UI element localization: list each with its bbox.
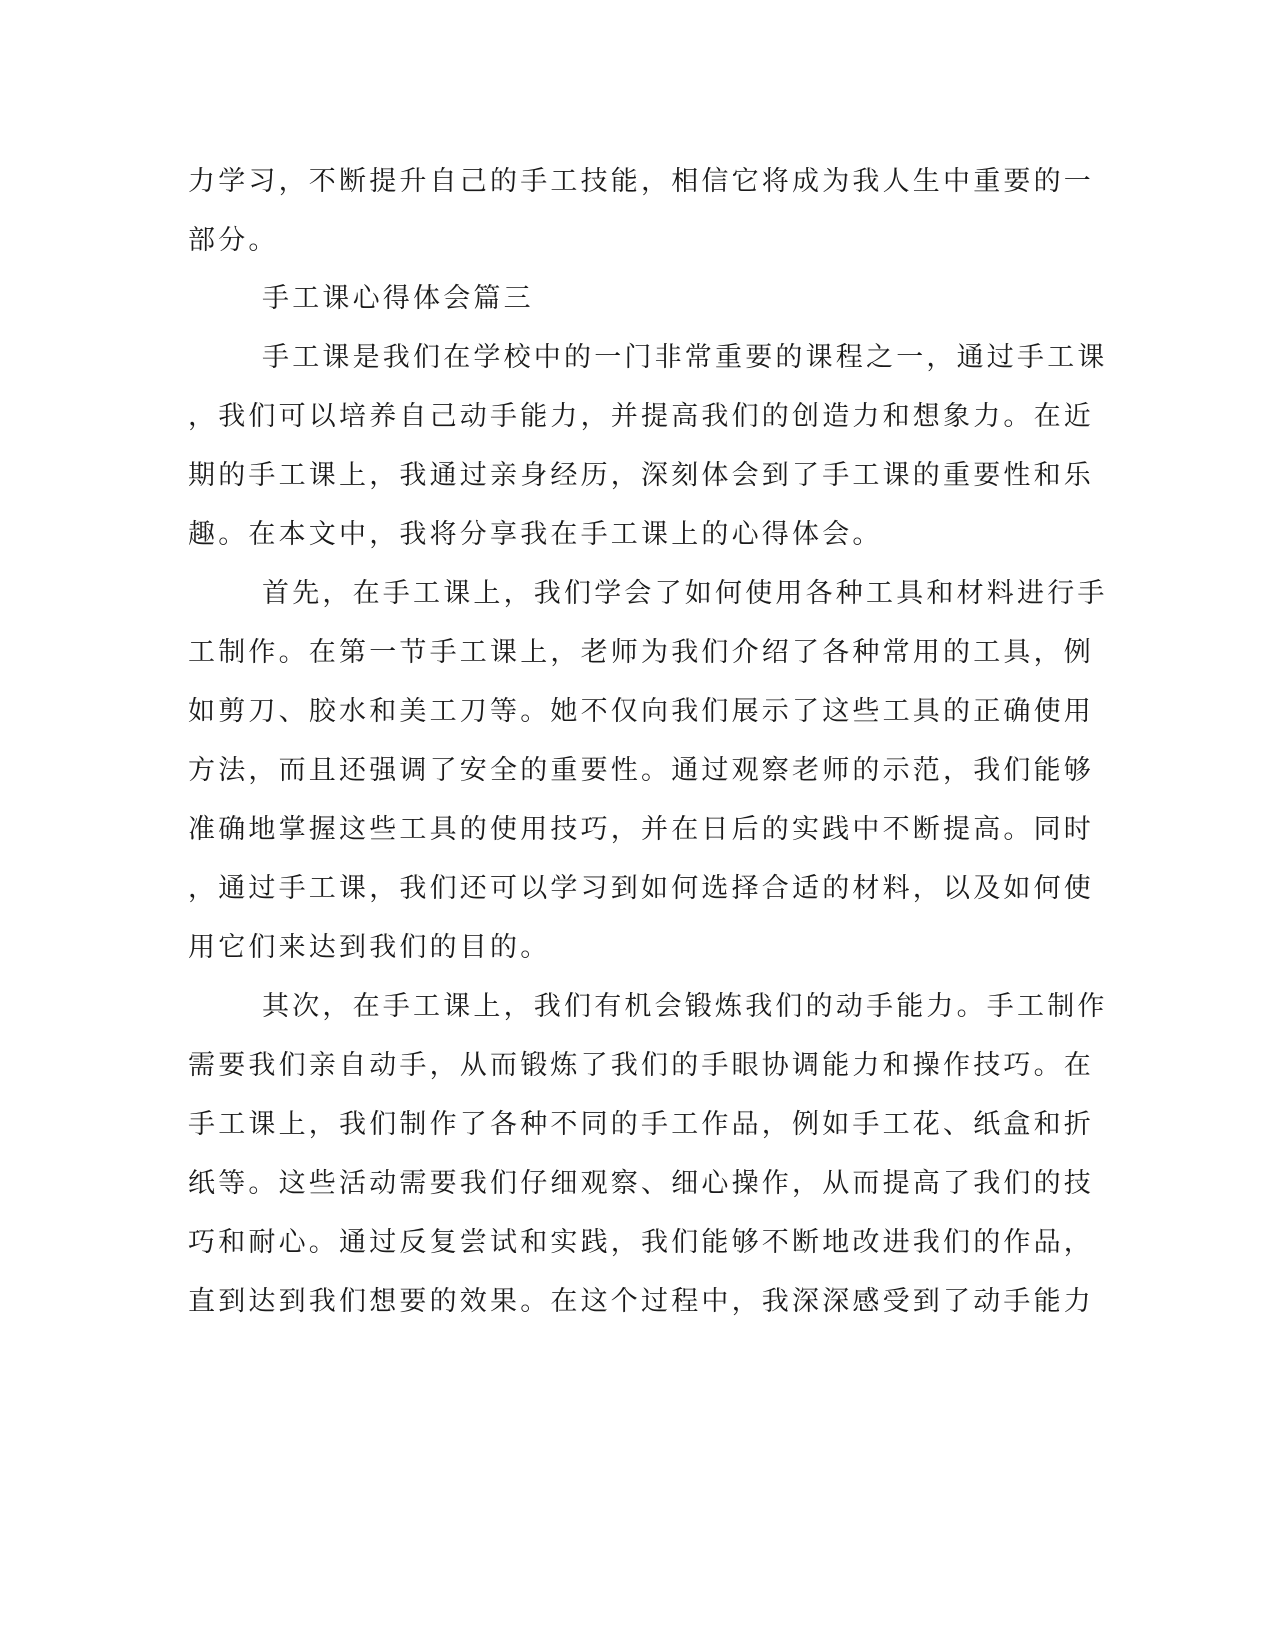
paragraph-line: 方法，而且还强调了安全的重要性。通过观察老师的示范，我们能够	[188, 755, 1094, 786]
paragraph-line: 力学习，不断提升自己的手工技能，相信它将成为我人生中重要的一	[188, 166, 1094, 197]
paragraph-line: 用它们来达到我们的目的。	[188, 932, 551, 963]
paragraph-line: 手工课上，我们制作了各种不同的手工作品，例如手工花、纸盒和折	[188, 1109, 1094, 1140]
paragraph-line: 首先，在手工课上，我们学会了如何使用各种工具和材料进行手	[262, 578, 1108, 609]
paragraph-line: 部分。	[188, 225, 279, 256]
section-heading: 手工课心得体会篇三	[262, 283, 534, 314]
paragraph-line: 巧和耐心。通过反复尝试和实践，我们能够不断地改进我们的作品，	[188, 1227, 1094, 1258]
paragraph-line: 趣。在本文中，我将分享我在手工课上的心得体会。	[188, 519, 883, 550]
paragraph-line: 需要我们亲自动手，从而锻炼了我们的手眼协调能力和操作技巧。在	[188, 1050, 1094, 1081]
paragraph-line: 工制作。在第一节手工课上，老师为我们介绍了各种常用的工具，例	[188, 637, 1094, 668]
paragraph-line: ，我们可以培养自己动手能力，并提高我们的创造力和想象力。在近	[188, 401, 1094, 432]
paragraph-line: 手工课是我们在学校中的一门非常重要的课程之一，通过手工课	[262, 342, 1108, 373]
paragraph-line: 如剪刀、胶水和美工刀等。她不仅向我们展示了这些工具的正确使用	[188, 696, 1094, 727]
paragraph-line: ，通过手工课，我们还可以学习到如何选择合适的材料，以及如何使	[188, 873, 1094, 904]
paragraph-line: 纸等。这些活动需要我们仔细观察、细心操作，从而提高了我们的技	[188, 1168, 1094, 1199]
paragraph-line: 期的手工课上，我通过亲身经历，深刻体会到了手工课的重要性和乐	[188, 460, 1094, 491]
paragraph-line: 直到达到我们想要的效果。在这个过程中，我深深感受到了动手能力	[188, 1286, 1094, 1317]
paragraph-line: 其次，在手工课上，我们有机会锻炼我们的动手能力。手工制作	[262, 991, 1108, 1022]
paragraph-line: 准确地掌握这些工具的使用技巧，并在日后的实践中不断提高。同时	[188, 814, 1094, 845]
